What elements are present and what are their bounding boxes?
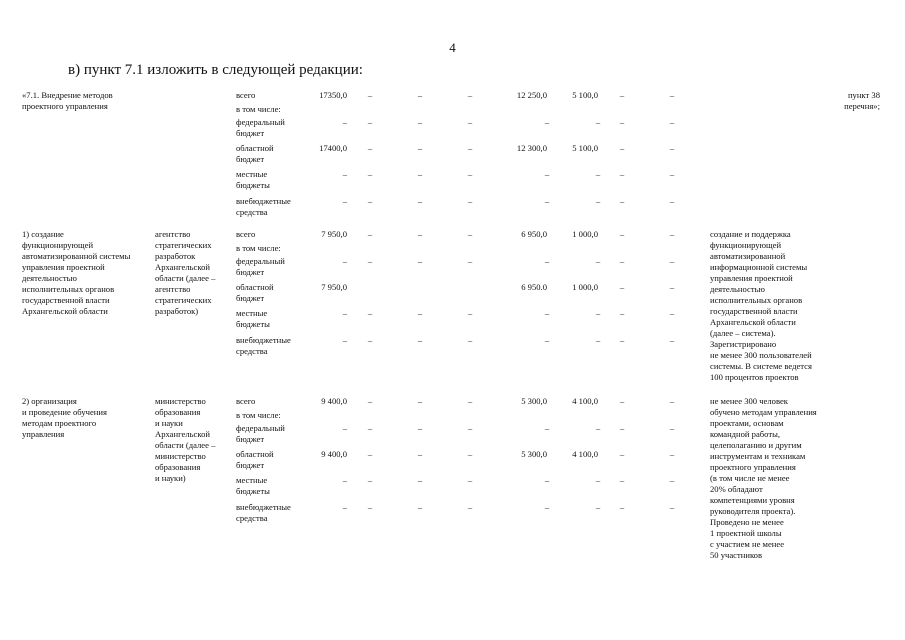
row-1-name — [22, 229, 130, 317]
row-1-dash: – — [367, 256, 373, 266]
main-row-dash: – — [669, 117, 675, 127]
row-2-amount: 9 400,0 — [321, 396, 347, 406]
row-2-dash: – — [669, 502, 675, 512]
row-1-result-line: Архангельской области — [710, 317, 796, 327]
main-row-source-label-line: в том числе: — [236, 104, 281, 114]
row-1-source-label-line: в том числе: — [236, 243, 281, 253]
row-2-dash: – — [619, 396, 625, 406]
row-1-result-line: деятельностью — [710, 284, 765, 294]
row-1-name-line: 1) создание — [22, 229, 64, 239]
row-1-dash: – — [467, 256, 473, 266]
main-row-dash: – — [367, 169, 373, 179]
row-2-result-line: целеполаганию и другим — [710, 440, 802, 450]
main-row-dash: – — [367, 90, 373, 100]
row-1-executor-line: агентство — [155, 229, 191, 239]
main-row-dash: – — [367, 143, 373, 153]
main-row-value-col6: 5 100,0 — [572, 90, 598, 100]
row-1-dash: – — [619, 256, 625, 266]
row-2-value-col6: – — [595, 475, 601, 485]
main-row-value-col6: – — [595, 169, 601, 179]
row-2-dash: – — [367, 475, 373, 485]
row-2-executor-line: и науки — [155, 418, 183, 428]
row-2-dash: – — [467, 449, 473, 459]
row-2-executor-line: Архангельской — [155, 429, 210, 439]
main-row-dash: – — [367, 196, 373, 206]
row-2-name-line: и проведение обучения — [22, 407, 107, 417]
row-2-result-line: (в том числе не менее — [710, 473, 790, 483]
row-2-amount: – — [342, 475, 347, 485]
row-1-dash: – — [619, 229, 625, 239]
main-row-source-label-line: внебюджетные — [236, 196, 291, 206]
row-1-source-label — [236, 308, 270, 330]
row-2-result-line: командной работы, — [710, 429, 781, 439]
main-row-source-label-line: средства — [236, 207, 268, 217]
row-1-amount: – — [342, 308, 347, 318]
row-1-value-col6: 1 000,0 — [572, 282, 598, 292]
row-1-source-label-line: средства — [236, 346, 268, 356]
row-2-executor-line: министерство — [155, 396, 206, 406]
row-1-source-label-line: внебюджетные — [236, 335, 291, 345]
row-1-result-line: автоматизированной — [710, 251, 786, 261]
row-1-executor-line: разработок — [155, 251, 196, 261]
row-1-value-col5: – — [544, 308, 550, 318]
row-1-executor-line: агентство — [155, 284, 191, 294]
row-2-source-label-line: средства — [236, 513, 268, 523]
main-row-dash: – — [619, 117, 625, 127]
row-2-name-line: 2) организация — [22, 396, 77, 406]
row-1-source-label-line: всего — [236, 229, 256, 239]
row-1-executor — [155, 229, 215, 317]
row-1-dash: – — [417, 256, 423, 266]
page-number: 4 — [449, 40, 456, 55]
row-1-dash: – — [619, 335, 625, 345]
row-2-result-line: 20% обладают — [710, 484, 763, 494]
row-2-amount: – — [342, 423, 347, 433]
main-row-dash: – — [619, 169, 625, 179]
row-2-result-line: Проведено не менее — [710, 517, 784, 527]
row-1-dash: – — [669, 229, 675, 239]
row-1-source-label-line: бюджет — [236, 267, 265, 277]
row-2-executor — [155, 396, 215, 484]
row-1-result-line: системы. В системе ведется — [710, 361, 812, 371]
row-2-dash: – — [669, 475, 675, 485]
main-row-dash: – — [467, 117, 473, 127]
row-1-result-line: (далее – система). — [710, 328, 776, 338]
row-2-value-col6: – — [595, 423, 601, 433]
row-1-result-line: государственной власти — [710, 306, 798, 316]
main-row-source-label — [236, 90, 255, 101]
row-1-dash: – — [467, 335, 473, 345]
row-1-dash: – — [467, 308, 473, 318]
main-row-amount: 17400,0 — [319, 143, 347, 153]
row-1-dash: – — [367, 229, 373, 239]
row-2-source-label — [236, 410, 281, 421]
row-1-dash: – — [367, 335, 373, 345]
row-2-source-label-line: федеральный — [236, 423, 285, 433]
row-2-executor-line: образования — [155, 462, 201, 472]
row-1-dash: – — [417, 229, 423, 239]
row-1-dash: – — [669, 308, 675, 318]
row-1-result-line: управления проектной — [710, 273, 793, 283]
row-2-dash: – — [367, 423, 373, 433]
row-2-result-line: компетенциями уровня — [710, 495, 795, 505]
main-row-name — [22, 90, 113, 112]
row-2-source-label-line: бюджет — [236, 434, 265, 444]
row-2-source-label — [236, 396, 255, 407]
row-2-source-label-line: бюджет — [236, 460, 265, 470]
main-row-value-col6: – — [595, 196, 601, 206]
main-row-note-line: пункт 38 — [847, 90, 880, 100]
row-1-source-label-line: областной — [236, 282, 274, 292]
row-2-value-col5: – — [544, 502, 550, 512]
row-2-result-line: инструментам и техникам — [710, 451, 806, 461]
row-1-dash: – — [367, 308, 373, 318]
row-2-dash: – — [619, 502, 625, 512]
main-row-dash: – — [669, 169, 675, 179]
row-2-source-label-line: внебюджетные — [236, 502, 291, 512]
row-2-value-col5: 5 300,0 — [521, 449, 547, 459]
row-1-executor-line: разработок) — [155, 306, 199, 316]
row-2-result-line: 1 проектной школы — [710, 528, 782, 538]
main-row-source-label-line: бюджеты — [236, 180, 270, 190]
row-2-result — [710, 396, 817, 561]
main-row-dash: – — [417, 169, 423, 179]
row-2-result-line: проектного управления — [710, 462, 796, 472]
main-row-dash: – — [467, 90, 473, 100]
row-1-value-col6: – — [595, 308, 601, 318]
row-2-dash: – — [619, 449, 625, 459]
row-2-name-line: управления — [22, 429, 65, 439]
main-row-dash: – — [467, 169, 473, 179]
row-1-value-col5: 6 950,0 — [521, 229, 547, 239]
main-row-dash: – — [417, 196, 423, 206]
row-1-executor-line: Архангельской — [155, 262, 210, 272]
row-1-source-label-line: бюджеты — [236, 319, 270, 329]
row-2-executor-line: министерство — [155, 451, 206, 461]
row-2-value-col5: – — [544, 423, 550, 433]
main-row-dash: – — [669, 143, 675, 153]
row-1-source-label — [236, 243, 281, 254]
row-1-amount: – — [342, 335, 347, 345]
row-2-dash: – — [467, 396, 473, 406]
main-row-amount: – — [342, 196, 347, 206]
main-row-source-label-line: бюджет — [236, 128, 265, 138]
row-1-name-line: функционирующей — [22, 240, 94, 250]
row-1-name-line: автоматизированной системы — [22, 251, 131, 261]
main-row-amount: 17350,0 — [319, 90, 347, 100]
row-1-name-line: управления проектной — [22, 262, 105, 272]
row-1-dash: – — [619, 308, 625, 318]
row-2-result-line: не менее 300 человек — [710, 396, 788, 406]
row-2-dash: – — [669, 449, 675, 459]
row-1-result-line: не менее 300 пользователей — [710, 350, 812, 360]
row-2-dash: – — [417, 502, 423, 512]
row-1-source-label-line: бюджет — [236, 293, 265, 303]
row-1-name-line: исполнительных органов — [22, 284, 115, 294]
row-1-dash: – — [467, 229, 473, 239]
row-2-value-col5: – — [544, 475, 550, 485]
main-row-dash: – — [417, 117, 423, 127]
row-1-dash: – — [669, 256, 675, 266]
row-2-value-col6: 4 100,0 — [572, 449, 598, 459]
row-1-amount: – — [342, 256, 347, 266]
main-row-value-col5: 12 300,0 — [516, 143, 547, 153]
row-1-result-line: 100 процентов проектов — [710, 372, 799, 382]
row-1-name-line: деятельностью — [22, 273, 77, 283]
row-2-dash: – — [367, 396, 373, 406]
main-row-amount: – — [342, 169, 347, 179]
row-2-name — [22, 396, 107, 440]
row-2-source-label-line: местные — [236, 475, 268, 485]
main-row-source-label-line: федеральный — [236, 117, 285, 127]
row-1-source-label-line: местные — [236, 308, 268, 318]
row-1-name-line: государственной власти — [22, 295, 110, 305]
row-2-source-label-line: всего — [236, 396, 256, 406]
row-2-source-label — [236, 475, 270, 497]
main-row-dash: – — [467, 143, 473, 153]
row-2-dash: – — [467, 423, 473, 433]
row-2-executor-line: образования — [155, 407, 201, 417]
main-row-amount: – — [342, 117, 347, 127]
row-2-dash: – — [669, 423, 675, 433]
row-1-value-col5: 6 950.0 — [521, 282, 547, 292]
row-1-dash: – — [669, 282, 675, 292]
row-2-amount: – — [342, 502, 347, 512]
row-2-dash: – — [467, 475, 473, 485]
row-2-result-line: с участием не менее — [710, 539, 785, 549]
row-2-source-label-line: областной — [236, 449, 274, 459]
row-2-source-label-line: бюджеты — [236, 486, 270, 496]
row-2-result-line: проектами, основам — [710, 418, 784, 428]
main-row-note — [800, 90, 880, 112]
row-1-result-line: функционирующей — [710, 240, 782, 250]
row-1-value-col5: – — [544, 335, 550, 345]
row-1-value-col6: 1 000,0 — [572, 229, 598, 239]
row-1-dash: – — [417, 335, 423, 345]
row-2-dash: – — [619, 423, 625, 433]
row-2-dash: – — [619, 475, 625, 485]
row-1-source-label — [236, 229, 255, 240]
row-1-executor-line: области (далее – — [155, 273, 216, 283]
row-2-result-line: 50 участников — [710, 550, 763, 560]
main-row-source-label-line: всего — [236, 90, 256, 100]
row-2-value-col5: 5 300,0 — [521, 396, 547, 406]
row-1-result-line: создание и поддержка — [710, 229, 791, 239]
main-row-dash: – — [467, 196, 473, 206]
row-2-value-col6: 4 100,0 — [572, 396, 598, 406]
row-2-executor-line: области (далее – — [155, 440, 216, 450]
main-row-name-line: проектного управления — [22, 101, 108, 111]
row-1-source-label-line: федеральный — [236, 256, 285, 266]
row-1-dash: – — [417, 308, 423, 318]
main-row-dash: – — [367, 117, 373, 127]
main-row-value-col5: – — [544, 196, 550, 206]
row-2-source-label-line: в том числе: — [236, 410, 281, 420]
row-1-executor-line: стратегических — [155, 295, 212, 305]
main-row-value-col5: 12 250,0 — [516, 90, 547, 100]
row-1-value-col6: – — [595, 256, 601, 266]
main-row-note-line: перечня»; — [844, 101, 880, 111]
row-2-dash: – — [417, 475, 423, 485]
row-2-result-line: руководителя проекта). — [710, 506, 796, 516]
row-1-name-line: Архангельской области — [22, 306, 108, 316]
main-row-value-col6: – — [595, 117, 601, 127]
main-row-dash: – — [619, 143, 625, 153]
main-row-source-label — [236, 169, 270, 191]
main-row-dash: – — [619, 196, 625, 206]
main-row-dash: – — [417, 143, 423, 153]
main-row-dash: – — [669, 196, 675, 206]
row-2-dash: – — [367, 502, 373, 512]
row-2-dash: – — [669, 396, 675, 406]
row-1-dash: – — [669, 335, 675, 345]
row-1-result-line: исполнительных органов — [710, 295, 803, 305]
row-1-dash: – — [619, 282, 625, 292]
row-2-dash: – — [367, 449, 373, 459]
row-1-amount: 7 950,0 — [321, 282, 347, 292]
main-row-source-label — [236, 104, 281, 115]
row-1-value-col6: – — [595, 335, 601, 345]
main-row-source-label-line: местные — [236, 169, 268, 179]
main-row-value-col5: – — [544, 117, 550, 127]
row-1-value-col5: – — [544, 256, 550, 266]
main-row-name-line: «7.1. Внедрение методов — [22, 90, 113, 100]
row-1-executor-line: стратегических — [155, 240, 212, 250]
amendment-heading: в) пункт 7.1 изложить в следующей редакции: — [68, 62, 363, 78]
row-1-result-line: Зарегистрировано — [710, 339, 777, 349]
row-2-dash: – — [417, 449, 423, 459]
main-row-value-col5: – — [544, 169, 550, 179]
main-row-value-col6: 5 100,0 — [572, 143, 598, 153]
row-2-executor-line: и науки) — [155, 473, 186, 483]
main-row-source-label-line: областной — [236, 143, 274, 153]
main-row-dash: – — [417, 90, 423, 100]
main-row-dash: – — [619, 90, 625, 100]
row-2-dash: – — [467, 502, 473, 512]
row-1-amount: 7 950,0 — [321, 229, 347, 239]
row-2-dash: – — [417, 423, 423, 433]
row-2-value-col6: – — [595, 502, 601, 512]
row-2-amount: 9 400,0 — [321, 449, 347, 459]
row-2-dash: – — [417, 396, 423, 406]
row-1-result-line: информационной системы — [710, 262, 808, 272]
row-2-name-line: методам проектного — [22, 418, 97, 428]
main-row-source-label-line: бюджет — [236, 154, 265, 164]
row-2-result-line: обучено методам управления — [710, 407, 817, 417]
main-row-dash: – — [669, 90, 675, 100]
row-1-result — [710, 229, 812, 383]
